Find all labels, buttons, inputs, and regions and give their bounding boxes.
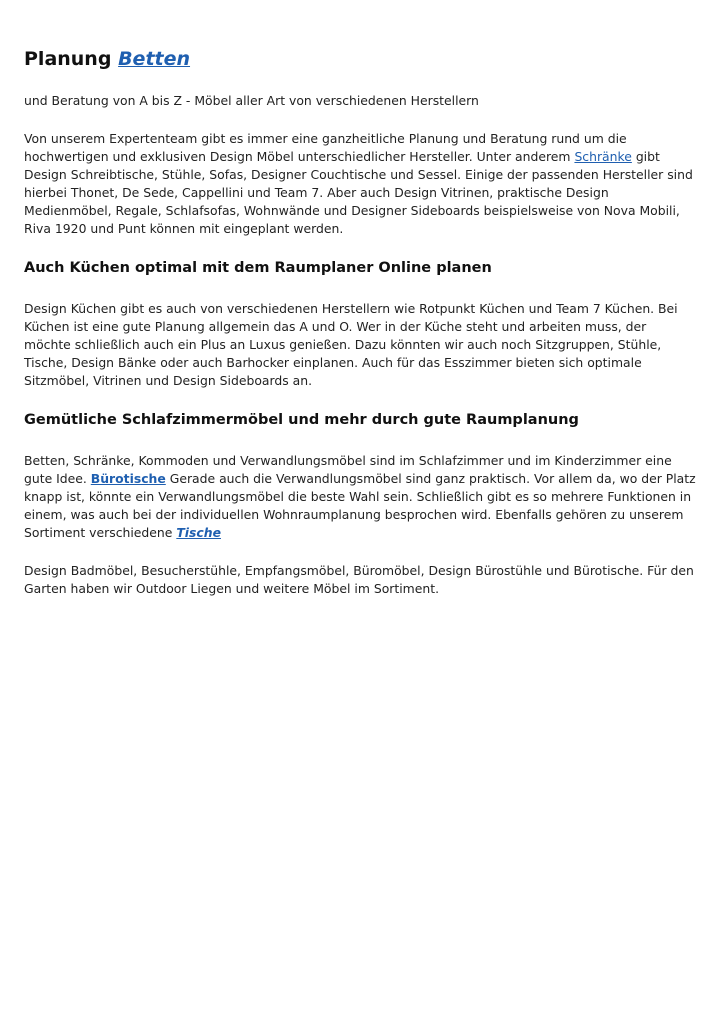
paragraph-planning <box>24 130 696 238</box>
paragraph-planning-text-1: Von unserem Expertenteam gibt es immer eine ganzheitliche Planung und Beratung rund um die hochwertigen und exklusiven Design Möbel unterschiedlicher Hersteller. Unter anderem <box>24 131 627 164</box>
tische-link[interactable]: Tische <box>176 525 221 540</box>
intro-text: und Beratung von A bis Z - Möbel aller Art von verschiedenen Herstellern <box>24 93 479 108</box>
paragraph-kitchen: Design Küchen gibt es auch von verschiedenen Herstellern wie Rotpunkt Küchen und Team 7 Küchen. Bei Küchen ist eine gute Planung allgemein das A und O. Wer in der Küche steht und arbeiten muss, der möchte schließlich auch ein Plus an Luxus genießen. Dazu könnten wir auch noch Sitzgruppen, Stühle, Tische, Design Bänke oder auch Barhocker einplanen. Auch für das Esszimmer bieten sich optimale Sitzmöbel, Vitrinen und Design Sideboards an. <box>24 301 678 388</box>
paragraph-bedroom-text-2: Gerade auch die Verwandlungsmöbel sind ganz praktisch. Vor allem da, wo der Platz knapp ist, könnte ein Verwandlungsmöbel die beste Wahl sein. Schließlich gibt es so mehrere Funktionen in einem, was auch bei der individuellen Wohnraumplanung besprochen wird. Ebenfalls gehören zu unserem Sortiment verschiedene <box>24 471 696 540</box>
buerotische-link[interactable]: Bürotische <box>90 471 166 486</box>
page-title <box>24 46 696 72</box>
paragraph-bedroom <box>24 452 696 542</box>
page-title-prefix: Planung <box>24 48 112 70</box>
heading-kitchen: Auch Küchen optimal mit dem Raumplaner Online planen <box>24 260 492 276</box>
paragraph-planning-text-2: gibt Design Schreibtische, Stühle, Sofas, Designer Couchtische und Sessel. Einige der passenden Hersteller sind hierbei Thonet, De Sede, Cappellini und Team 7. Aber auch Design Vitrinen, praktische Design Medienmöbel, Regale, Schlafsofas, Wohnwände und Designer Sideboards beispielsweise von Nova Mobili, Riva 1920 und Punt können mit eingeplant werden. <box>24 149 693 236</box>
heading-bedroom: Gemütliche Schlafzimmermöbel und mehr durch gute Raumplanung <box>24 412 579 428</box>
betten-link[interactable]: Betten <box>118 48 191 70</box>
paragraph-bedroom-text-1: Betten, Schränke, Kommoden und Verwandlungsmöbel sind im Schlafzimmer und im Kinderzimmer eine gute Idee. <box>24 453 672 486</box>
schraenke-link[interactable]: Schränke <box>574 149 632 164</box>
paragraph-assortment: Design Badmöbel, Besucherstühle, Empfangsmöbel, Büromöbel, Design Bürostühle und Bürotische. Für den Garten haben wir Outdoor Liegen und weitere Möbel im Sortiment. <box>24 563 694 596</box>
